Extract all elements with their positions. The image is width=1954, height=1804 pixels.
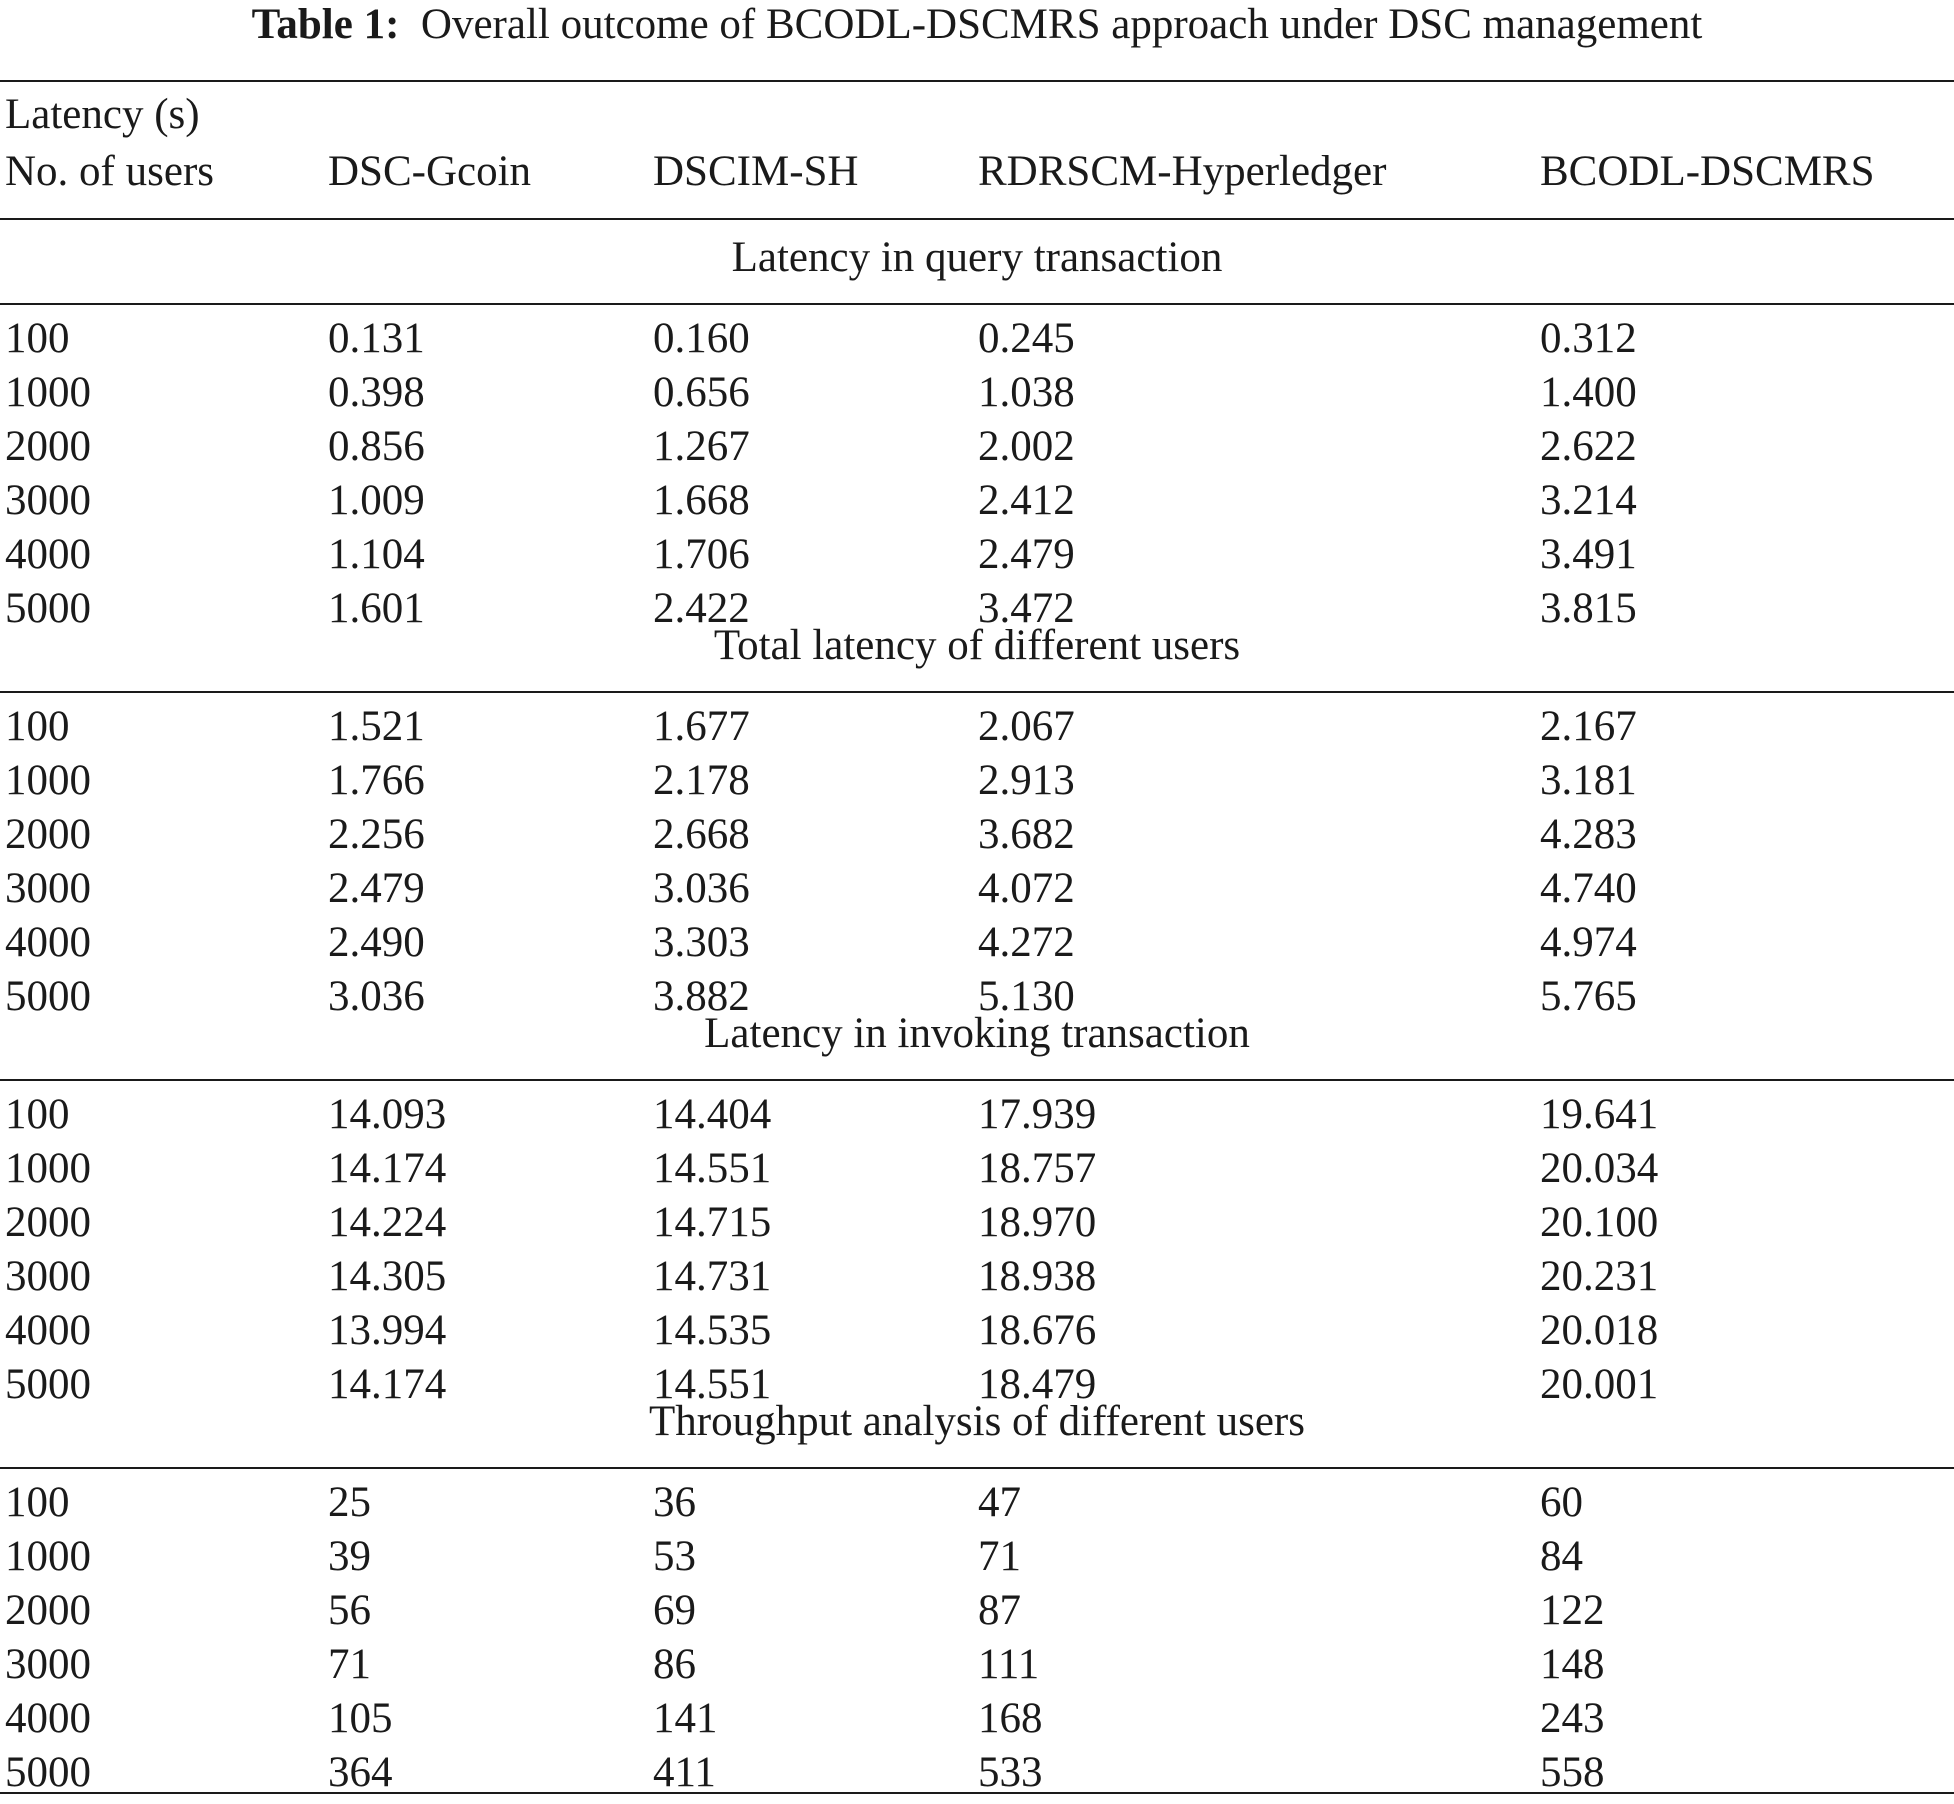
- header-dscim-sh: DSCIM-SH: [653, 148, 859, 195]
- cell-dscim-sh: 1.706: [653, 531, 750, 578]
- cell-users: 4000: [5, 1307, 91, 1354]
- cell-bcodl-dscmrs: 4.283: [1540, 811, 1637, 858]
- table-row: [0, 808, 1954, 862]
- table-section: [0, 1006, 1954, 1408]
- cell-dsc-gcoin: 0.131: [328, 315, 425, 362]
- cell-rdrscm-hyperledger: 2.412: [978, 477, 1075, 524]
- cell-bcodl-dscmrs: 3.214: [1540, 477, 1637, 524]
- cell-bcodl-dscmrs: 2.167: [1540, 703, 1637, 750]
- cell-users: 1000: [5, 1533, 91, 1580]
- cell-rdrscm-hyperledger: 0.245: [978, 315, 1075, 362]
- section-title: Throughput analysis of different users: [648, 1398, 1305, 1445]
- cell-dscim-sh: 0.656: [653, 369, 750, 416]
- cell-dsc-gcoin: 13.994: [328, 1307, 447, 1354]
- cell-dscim-sh: 1.267: [653, 423, 750, 470]
- cell-dsc-gcoin: 0.856: [328, 423, 425, 470]
- cell-rdrscm-hyperledger: 18.938: [978, 1253, 1097, 1300]
- cell-users: 5000: [5, 1361, 91, 1408]
- cell-dscim-sh: 141: [653, 1695, 718, 1742]
- cell-dscim-sh: 14.731: [653, 1253, 772, 1300]
- cell-users: 3000: [5, 1641, 91, 1688]
- section-rule: [0, 303, 1954, 305]
- cell-dscim-sh: 0.160: [653, 315, 750, 362]
- section-rule: [0, 1079, 1954, 1081]
- cell-users: 4000: [5, 531, 91, 578]
- cell-bcodl-dscmrs: 1.400: [1540, 369, 1637, 416]
- cell-dsc-gcoin: 1.766: [328, 757, 425, 804]
- cell-dsc-gcoin: 2.256: [328, 811, 425, 858]
- cell-bcodl-dscmrs: 2.622: [1540, 423, 1637, 470]
- cell-dsc-gcoin: 364: [328, 1749, 393, 1796]
- table-caption-text: Overall outcome of BCODL-DSCMRS approach under DSC management: [420, 1, 1703, 48]
- cell-dscim-sh: 1.668: [653, 477, 750, 524]
- cell-rdrscm-hyperledger: 3.472: [978, 585, 1075, 632]
- table-row: [0, 366, 1954, 420]
- cell-dsc-gcoin: 2.479: [328, 865, 425, 912]
- cell-rdrscm-hyperledger: 2.002: [978, 423, 1075, 470]
- cell-users: 5000: [5, 1749, 91, 1796]
- table-row: [0, 1692, 1954, 1746]
- table-row: [0, 916, 1954, 970]
- cell-dscim-sh: 14.535: [653, 1307, 772, 1354]
- table-section: [0, 618, 1954, 1020]
- cell-bcodl-dscmrs: 0.312: [1540, 315, 1637, 362]
- cell-dscim-sh: 3.303: [653, 919, 750, 966]
- cell-users: 100: [5, 1091, 70, 1138]
- header-rdrscm-hyperledger: RDRSCM-Hyperledger: [978, 148, 1387, 195]
- header-bottom-rule: [0, 218, 1954, 220]
- cell-dscim-sh: 14.715: [653, 1199, 772, 1246]
- section-title: Latency in invoking transaction: [704, 1010, 1250, 1057]
- header-bcodl-dscmrs: BCODL-DSCMRS: [1540, 148, 1875, 195]
- cell-bcodl-dscmrs: 20.018: [1540, 1307, 1659, 1354]
- cell-users: 2000: [5, 1199, 91, 1246]
- cell-bcodl-dscmrs: 20.034: [1540, 1145, 1659, 1192]
- cell-dscim-sh: 3.882: [653, 973, 750, 1020]
- cell-bcodl-dscmrs: 20.231: [1540, 1253, 1659, 1300]
- cell-dscim-sh: 86: [653, 1641, 696, 1688]
- section-title: Total latency of different users: [713, 622, 1241, 669]
- cell-dscim-sh: 2.178: [653, 757, 750, 804]
- cell-dsc-gcoin: 14.174: [328, 1361, 447, 1408]
- cell-rdrscm-hyperledger: 2.913: [978, 757, 1075, 804]
- cell-dscim-sh: 14.551: [653, 1145, 772, 1192]
- cell-dsc-gcoin: 105: [328, 1695, 393, 1742]
- cell-users: 2000: [5, 1587, 91, 1634]
- table-bottom-rule: [0, 1792, 1954, 1794]
- cell-dsc-gcoin: 14.305: [328, 1253, 447, 1300]
- cell-dsc-gcoin: 56: [328, 1587, 371, 1634]
- cell-rdrscm-hyperledger: 2.067: [978, 703, 1075, 750]
- table-row: [0, 1304, 1954, 1358]
- cell-bcodl-dscmrs: 148: [1540, 1641, 1605, 1688]
- cell-users: 100: [5, 1479, 70, 1526]
- cell-rdrscm-hyperledger: 71: [978, 1533, 1021, 1580]
- cell-rdrscm-hyperledger: 87: [978, 1587, 1021, 1634]
- cell-users: 1000: [5, 1145, 91, 1192]
- cell-dscim-sh: 411: [653, 1749, 716, 1796]
- table-top-rule: [0, 80, 1954, 82]
- cell-dscim-sh: 36: [653, 1479, 696, 1526]
- table-row: [0, 1196, 1954, 1250]
- cell-dsc-gcoin: 0.398: [328, 369, 425, 416]
- cell-bcodl-dscmrs: 3.815: [1540, 585, 1637, 632]
- cell-dscim-sh: 2.668: [653, 811, 750, 858]
- table-section: [0, 1394, 1954, 1796]
- table-row: [0, 1088, 1954, 1142]
- cell-dsc-gcoin: 71: [328, 1641, 371, 1688]
- cell-dsc-gcoin: 1.601: [328, 585, 425, 632]
- cell-rdrscm-hyperledger: 5.130: [978, 973, 1075, 1020]
- table-row: [0, 474, 1954, 528]
- cell-dscim-sh: 2.422: [653, 585, 750, 632]
- table-row: [0, 1584, 1954, 1638]
- cell-users: 1000: [5, 369, 91, 416]
- cell-bcodl-dscmrs: 84: [1540, 1533, 1583, 1580]
- cell-users: 4000: [5, 919, 91, 966]
- cell-dscim-sh: 14.551: [653, 1361, 772, 1408]
- cell-dsc-gcoin: 3.036: [328, 973, 425, 1020]
- cell-rdrscm-hyperledger: 18.757: [978, 1145, 1097, 1192]
- cell-users: 3000: [5, 477, 91, 524]
- cell-rdrscm-hyperledger: 1.038: [978, 369, 1075, 416]
- header-row: [0, 144, 1954, 200]
- cell-bcodl-dscmrs: 19.641: [1540, 1091, 1659, 1138]
- cell-users: 2000: [5, 423, 91, 470]
- cell-bcodl-dscmrs: 20.001: [1540, 1361, 1659, 1408]
- cell-bcodl-dscmrs: 243: [1540, 1695, 1605, 1742]
- table-row: [0, 1250, 1954, 1304]
- cell-rdrscm-hyperledger: 2.479: [978, 531, 1075, 578]
- cell-rdrscm-hyperledger: 533: [978, 1749, 1043, 1796]
- header-users: No. of users: [5, 148, 214, 195]
- cell-dsc-gcoin: 14.093: [328, 1091, 447, 1138]
- cell-users: 5000: [5, 585, 91, 632]
- cell-dscim-sh: 3.036: [653, 865, 750, 912]
- cell-bcodl-dscmrs: 4.974: [1540, 919, 1637, 966]
- cell-bcodl-dscmrs: 5.765: [1540, 973, 1637, 1020]
- cell-dsc-gcoin: 14.174: [328, 1145, 447, 1192]
- cell-users: 100: [5, 315, 70, 362]
- cell-users: 1000: [5, 757, 91, 804]
- cell-dscim-sh: 53: [653, 1533, 696, 1580]
- cell-users: 5000: [5, 973, 91, 1020]
- cell-rdrscm-hyperledger: 4.072: [978, 865, 1075, 912]
- cell-bcodl-dscmrs: 558: [1540, 1749, 1605, 1796]
- cell-dsc-gcoin: 39: [328, 1533, 371, 1580]
- cell-dscim-sh: 1.677: [653, 703, 750, 750]
- cell-rdrscm-hyperledger: 4.272: [978, 919, 1075, 966]
- cell-rdrscm-hyperledger: 18.676: [978, 1307, 1097, 1354]
- cell-dsc-gcoin: 14.224: [328, 1199, 447, 1246]
- table-caption: [0, 0, 1954, 50]
- table-row: [0, 420, 1954, 474]
- table-caption-label: Table 1:: [251, 1, 400, 48]
- table-row: [0, 1142, 1954, 1196]
- cell-users: 2000: [5, 811, 91, 858]
- table-row: [0, 700, 1954, 754]
- cell-dsc-gcoin: 1.009: [328, 477, 425, 524]
- cell-rdrscm-hyperledger: 47: [978, 1479, 1021, 1526]
- cell-dscim-sh: 14.404: [653, 1091, 772, 1138]
- cell-bcodl-dscmrs: 3.181: [1540, 757, 1637, 804]
- cell-rdrscm-hyperledger: 18.479: [978, 1361, 1097, 1408]
- cell-bcodl-dscmrs: 20.100: [1540, 1199, 1659, 1246]
- cell-rdrscm-hyperledger: 111: [978, 1641, 1040, 1688]
- table-row: [0, 528, 1954, 582]
- table-section: [0, 230, 1954, 632]
- cell-bcodl-dscmrs: 3.491: [1540, 531, 1637, 578]
- cell-rdrscm-hyperledger: 18.970: [978, 1199, 1097, 1246]
- cell-dsc-gcoin: 1.521: [328, 703, 425, 750]
- cell-rdrscm-hyperledger: 168: [978, 1695, 1043, 1742]
- cell-dscim-sh: 69: [653, 1587, 696, 1634]
- table-row: [0, 1476, 1954, 1530]
- table-row: [0, 862, 1954, 916]
- cell-bcodl-dscmrs: 60: [1540, 1479, 1583, 1526]
- table-row: [0, 1638, 1954, 1692]
- cell-rdrscm-hyperledger: 17.939: [978, 1091, 1097, 1138]
- section-title: Latency in query transaction: [731, 234, 1223, 281]
- table-row: [0, 312, 1954, 366]
- cell-dsc-gcoin: 25: [328, 1479, 371, 1526]
- cell-users: 3000: [5, 1253, 91, 1300]
- cell-dsc-gcoin: 2.490: [328, 919, 425, 966]
- header-dsc-gcoin: DSC-Gcoin: [328, 148, 532, 195]
- table-row: [0, 754, 1954, 808]
- cell-users: 3000: [5, 865, 91, 912]
- table-row: [0, 1530, 1954, 1584]
- cell-users: 4000: [5, 1695, 91, 1742]
- cell-dsc-gcoin: 1.104: [328, 531, 425, 578]
- unit-label: Latency (s): [5, 91, 200, 138]
- cell-users: 100: [5, 703, 70, 750]
- cell-bcodl-dscmrs: 4.740: [1540, 865, 1637, 912]
- cell-bcodl-dscmrs: 122: [1540, 1587, 1605, 1634]
- section-rule: [0, 691, 1954, 693]
- cell-rdrscm-hyperledger: 3.682: [978, 811, 1075, 858]
- section-rule: [0, 1467, 1954, 1469]
